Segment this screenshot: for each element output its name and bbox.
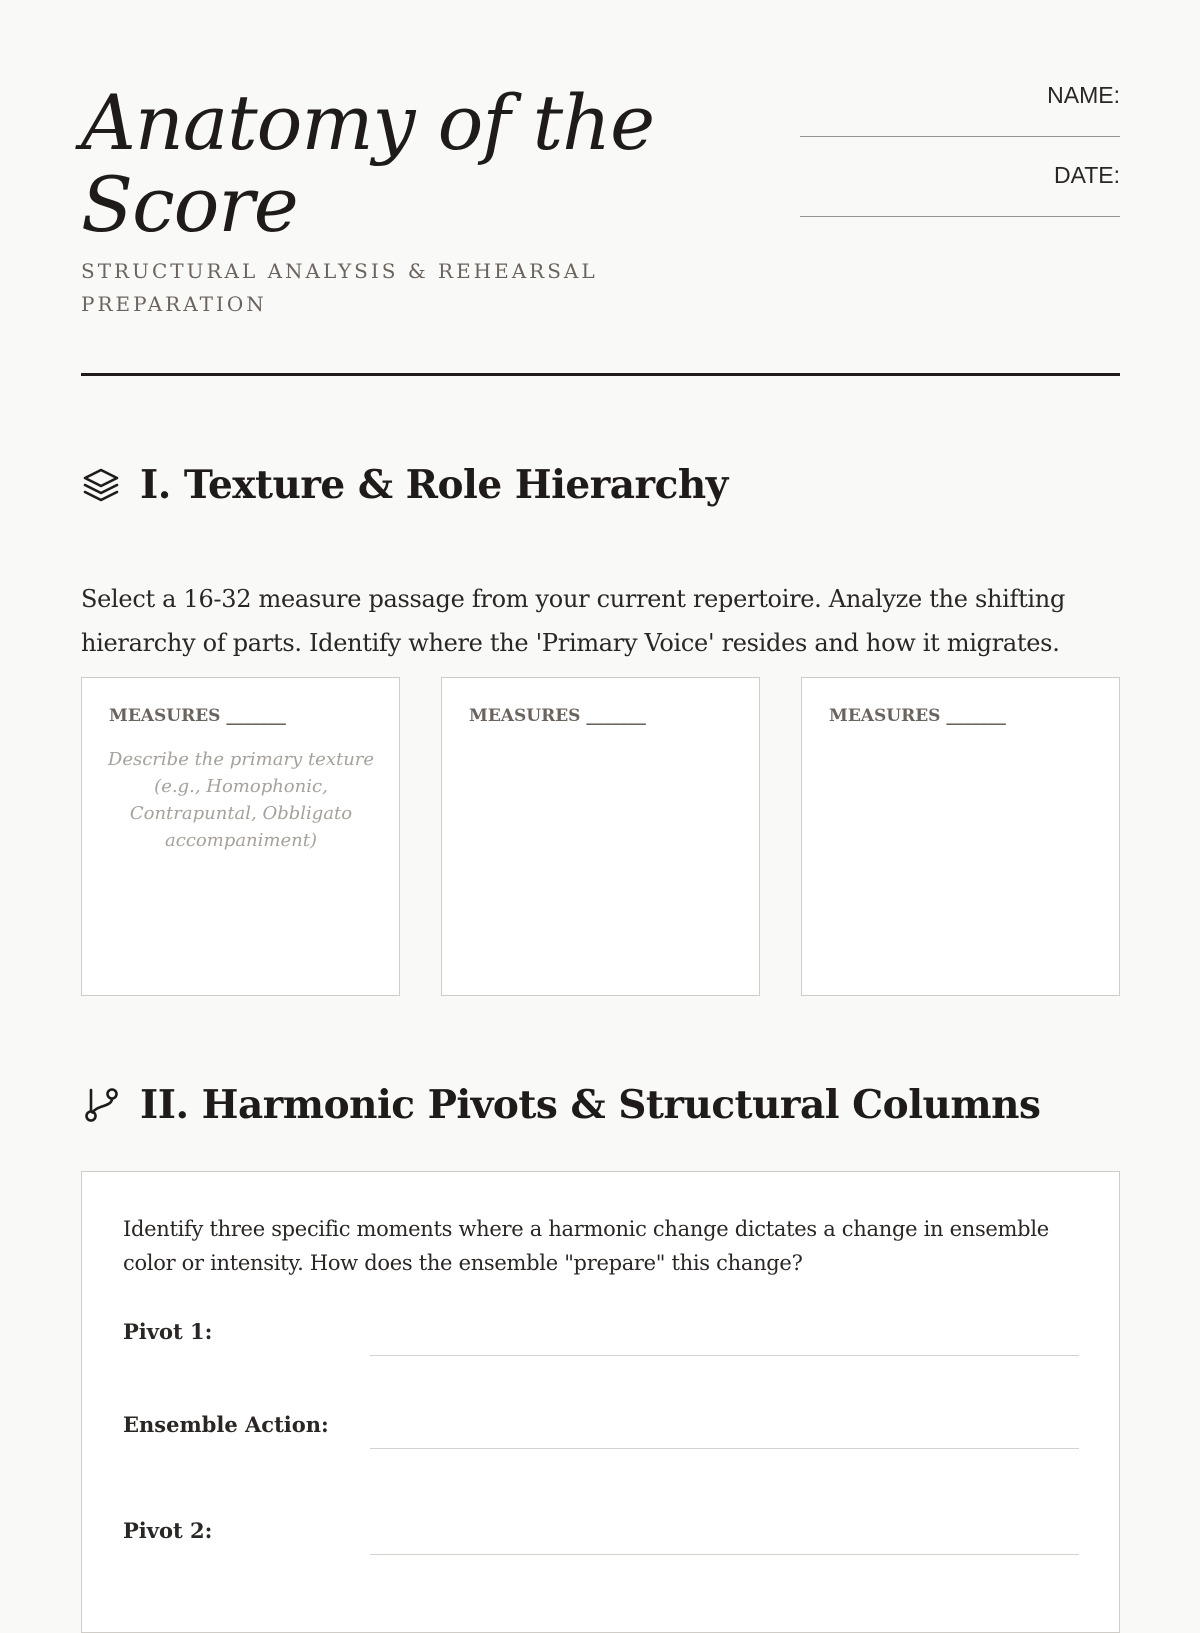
measures-label: MEASURES _______ — [109, 706, 286, 726]
measures-label: MEASURES _______ — [829, 706, 1006, 726]
date-line — [800, 216, 1120, 217]
header-divider — [81, 373, 1120, 376]
answer-line — [370, 1554, 1079, 1555]
ensemble-action-row[interactable] — [123, 1412, 1079, 1452]
page-title: Anatomy of the Score — [81, 78, 655, 249]
section-1-instructions: Select a 16-32 measure passage from your current repertoire. Analyze the shifting hierarchy of parts. Identify where the 'Primary Voice' resides and how it migrates. — [81, 585, 1066, 657]
worksheet-header — [81, 0, 1120, 378]
texture-card-3[interactable] — [801, 677, 1120, 996]
section-2-heading — [81, 1082, 1040, 1128]
name-line — [800, 136, 1120, 137]
pivot-2-label: Pivot 2: — [123, 1518, 213, 1543]
section-1-title: I. Texture & Role Hierarchy — [140, 462, 728, 508]
texture-card-2[interactable] — [441, 677, 760, 996]
pivot-1-label: Pivot 1: — [123, 1319, 213, 1344]
section-1-heading — [81, 462, 728, 508]
pivot-2-row[interactable] — [123, 1518, 1079, 1558]
pivot-1-row[interactable] — [123, 1319, 1079, 1359]
page-subtitle: STRUCTURAL ANALYSIS & REHEARSAL PREPARATION — [81, 259, 598, 316]
section-2-instructions: Identify three specific moments where a harmonic change dictates a change in ensemble color or intensity. How does the ensemble "prepare" this change? — [123, 1217, 1049, 1275]
answer-line — [370, 1355, 1079, 1356]
student-info — [800, 80, 1120, 240]
name-field[interactable] — [800, 80, 1120, 160]
name-label: NAME: — [1047, 82, 1120, 108]
layers-icon — [81, 465, 121, 505]
texture-cards — [81, 677, 1120, 996]
worksheet-page — [81, 0, 1120, 1600]
section-2-title: II. Harmonic Pivots & Structural Columns — [140, 1082, 1041, 1128]
card-placeholder: Describe the primary texture (e.g., Homophonic, Contrapuntal, Obbligato accompaniment) — [107, 749, 375, 851]
date-field[interactable] — [800, 160, 1120, 240]
measures-label: MEASURES _______ — [469, 706, 646, 726]
ensemble-action-label: Ensemble Action: — [123, 1412, 329, 1437]
git-branch-icon — [81, 1085, 121, 1125]
date-label: DATE: — [1053, 162, 1120, 188]
harmonic-pivots-box — [81, 1171, 1120, 1633]
answer-line — [370, 1448, 1079, 1449]
texture-card-1[interactable] — [81, 677, 400, 996]
